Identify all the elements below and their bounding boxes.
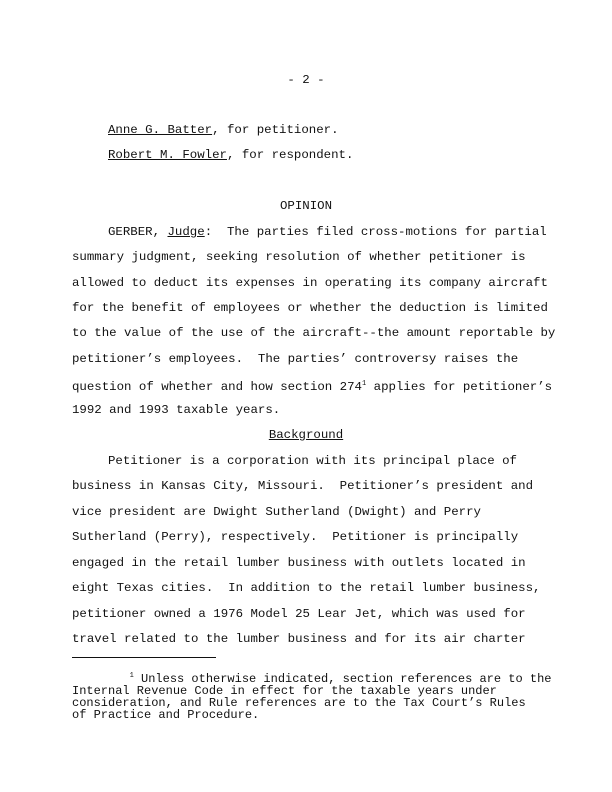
background-line-6: eight Texas cities. In addition to the retail lumber business, bbox=[72, 581, 541, 595]
background-line-7: petitioner owned a 1976 Model 25 Lear Jet, which was used for bbox=[72, 607, 526, 621]
background-line-2: business in Kansas City, Missouri. Petitioner’s president and bbox=[72, 479, 534, 493]
counsel-respondent bbox=[108, 148, 353, 162]
opinion-line-5: to the value of the use of the aircraft--the amount reportable by bbox=[72, 326, 556, 340]
footnote bbox=[72, 670, 552, 721]
opinion-line-8: 1992 and 1993 taxable years. bbox=[72, 403, 281, 417]
background-line-3: vice president are Dwight Sutherland (Dwight) and Perry bbox=[72, 505, 481, 519]
opinion-line-7-end: applies for petitioner’s bbox=[366, 380, 553, 394]
footnote-reference[interactable]: 1 bbox=[362, 380, 367, 388]
respondent-counsel-name: Robert M. Fowler bbox=[108, 148, 227, 162]
opinion-line-7-start: question of whether and how section 274 bbox=[72, 380, 362, 394]
opinion-line-7 bbox=[72, 377, 552, 394]
opinion-line-6: petitioner’s employees. The parties’ controversy raises the bbox=[72, 352, 519, 366]
background-line-1: Petitioner is a corporation with its principal place of bbox=[108, 454, 517, 468]
opinion-line-2: summary judgment, seeking resolution of whether petitioner is bbox=[72, 250, 526, 264]
background-heading bbox=[0, 428, 612, 442]
footnote-line-1 bbox=[72, 670, 552, 685]
opinion-line-3: allowed to deduct its expenses in operating its company aircraft bbox=[72, 276, 548, 290]
background-line-8: travel related to the lumber business and for its air charter bbox=[72, 632, 526, 646]
background-line-4: Sutherland (Perry), respectively. Petitioner is principally bbox=[72, 530, 519, 544]
counsel-petitioner bbox=[108, 123, 339, 137]
respondent-counsel-role: , for respondent. bbox=[226, 148, 354, 162]
footnote-line-2: Internal Revenue Code in effect for the taxable years under bbox=[72, 684, 497, 698]
petitioner-counsel-name: Anne G. Batter bbox=[108, 123, 213, 137]
page-number: - 2 - bbox=[287, 73, 325, 87]
judge-name: GERBER, bbox=[108, 225, 168, 239]
opinion-line-1 bbox=[108, 225, 547, 239]
footnote-line-3: consideration, and Rule references are to the Tax Court’s Rules bbox=[72, 696, 526, 710]
opinion-line-4: for the benefit of employees or whether the deduction is limited bbox=[72, 301, 548, 315]
footnote-marker: 1 bbox=[129, 672, 134, 680]
footnote-divider bbox=[72, 657, 216, 658]
opinion-line-1-text: : The parties filed cross-motions for partial bbox=[204, 225, 547, 239]
footnote-line-4: of Practice and Procedure. bbox=[72, 708, 260, 722]
background-heading-text: Background bbox=[268, 428, 344, 442]
judge-title: Judge bbox=[167, 225, 205, 239]
petitioner-counsel-role: , for petitioner. bbox=[212, 123, 339, 137]
opinion-heading: OPINION bbox=[279, 199, 333, 213]
background-line-5: engaged in the retail lumber business with outlets located in bbox=[72, 556, 526, 570]
footnote-line-1-text: Unless otherwise indicated, section references are to the bbox=[133, 672, 552, 686]
